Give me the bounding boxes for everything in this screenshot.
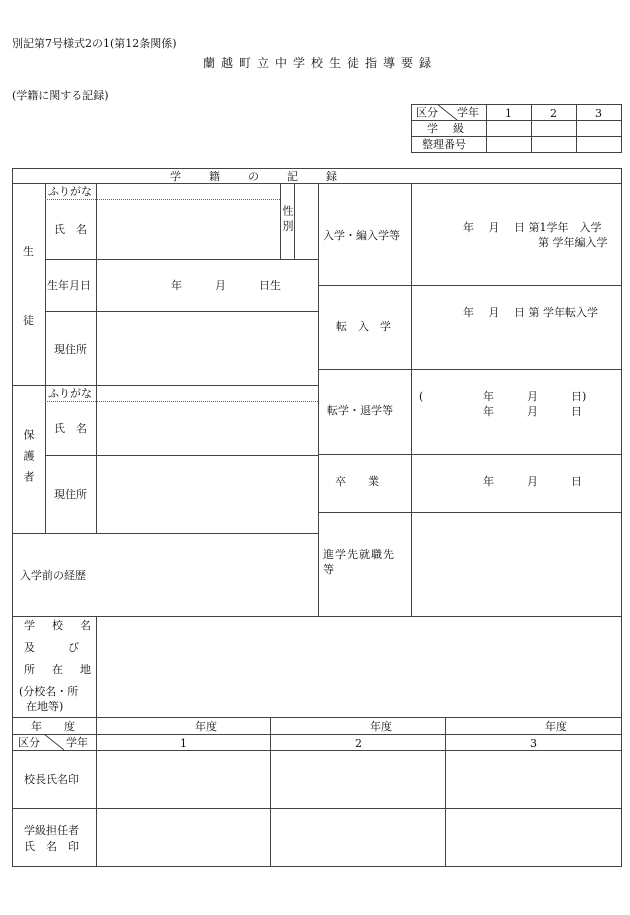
admission-label: 入学・編入学等 (323, 229, 400, 242)
section-label: (学籍に関する記録) (12, 89, 109, 102)
school-name-line-1: 学 校 名 (24, 619, 94, 632)
graduation-label: 卒 業 (335, 475, 379, 488)
guardian-name-label: 氏 名 (54, 422, 87, 435)
student-label-2: 徒 (23, 314, 34, 327)
withdraw-line-1: 年 月 日) (483, 390, 587, 403)
student-label: 生 (23, 245, 34, 258)
homeroom-teacher-label-2: 氏 名 印 (24, 840, 79, 853)
admission-line-1: 年 月 日 第1学年 入学 (463, 221, 602, 234)
withdraw-open-paren: ( (419, 390, 424, 403)
withdraw-label: 転学・退学等 (327, 404, 393, 417)
class-table-kubun: 区分 (416, 106, 438, 119)
nendo-cell-2: 年度 (370, 720, 392, 733)
student-furigana-label: ふりがな (48, 185, 92, 198)
bottom-year-1: 1 (180, 737, 187, 750)
school-name-line-3: 所 在 地 (24, 663, 94, 676)
nendo-label: 年 度 (31, 720, 75, 733)
class-table-year-2: 2 (550, 107, 557, 120)
guardian-furigana-label: ふりがな (48, 387, 92, 400)
document-title: 蘭越町立中学校生徒指導要録 (203, 56, 438, 70)
student-sex-label: 性別 (281, 205, 294, 235)
class-table-row-number: 整理番号 (422, 138, 466, 151)
class-table-year-3: 3 (595, 107, 602, 120)
guardian-label: 保護者 (22, 429, 35, 492)
transfer-in-line: 年 月 日 第 学年転入学 (463, 306, 598, 319)
prior-history-label: 入学前の経歴 (20, 569, 86, 582)
guardian-address-label: 現住所 (54, 488, 87, 501)
career-label-line-2: 等 (323, 563, 334, 576)
bottom-kubun: 区分 (18, 736, 40, 749)
class-table-row-class: 学 級 (427, 122, 466, 135)
form-reference: 別記第7号様式2の1(第12条関係) (12, 37, 177, 50)
transfer-in-label: 転 入 学 (336, 320, 391, 333)
homeroom-teacher-label-1: 学級担任者 (24, 824, 79, 837)
bottom-gakunen: 学年 (66, 736, 88, 749)
principal-seal-label: 校長氏名印 (24, 773, 79, 786)
bottom-year-3: 3 (530, 737, 537, 750)
nendo-cell-1: 年度 (195, 720, 217, 733)
student-address-label: 現住所 (54, 343, 87, 356)
admission-line-2: 第 学年編入学 (538, 236, 608, 249)
student-birthdate-label: 生年月日 (47, 279, 91, 292)
graduation-line: 年 月 日 (483, 475, 582, 488)
enrollment-record-table (12, 168, 622, 867)
bottom-year-2: 2 (355, 737, 362, 750)
career-label-line-1: 進学先就職先 (323, 548, 395, 561)
student-name-label: 氏 名 (54, 223, 87, 236)
record-heading: 学 籍 の 記 録 (170, 170, 339, 183)
class-table-year-1: 1 (505, 107, 512, 120)
withdraw-line-2: 年 月 日 (483, 405, 582, 418)
student-birthdate-value: 年 月 日生 (171, 279, 281, 292)
nendo-cell-3: 年度 (545, 720, 567, 733)
school-name-line-4: (分校名・所 (19, 685, 79, 698)
class-table-gakunen: 学年 (457, 106, 479, 119)
school-name-line-5: 在地等) (26, 700, 64, 713)
school-name-line-2: 及 び (24, 641, 79, 654)
